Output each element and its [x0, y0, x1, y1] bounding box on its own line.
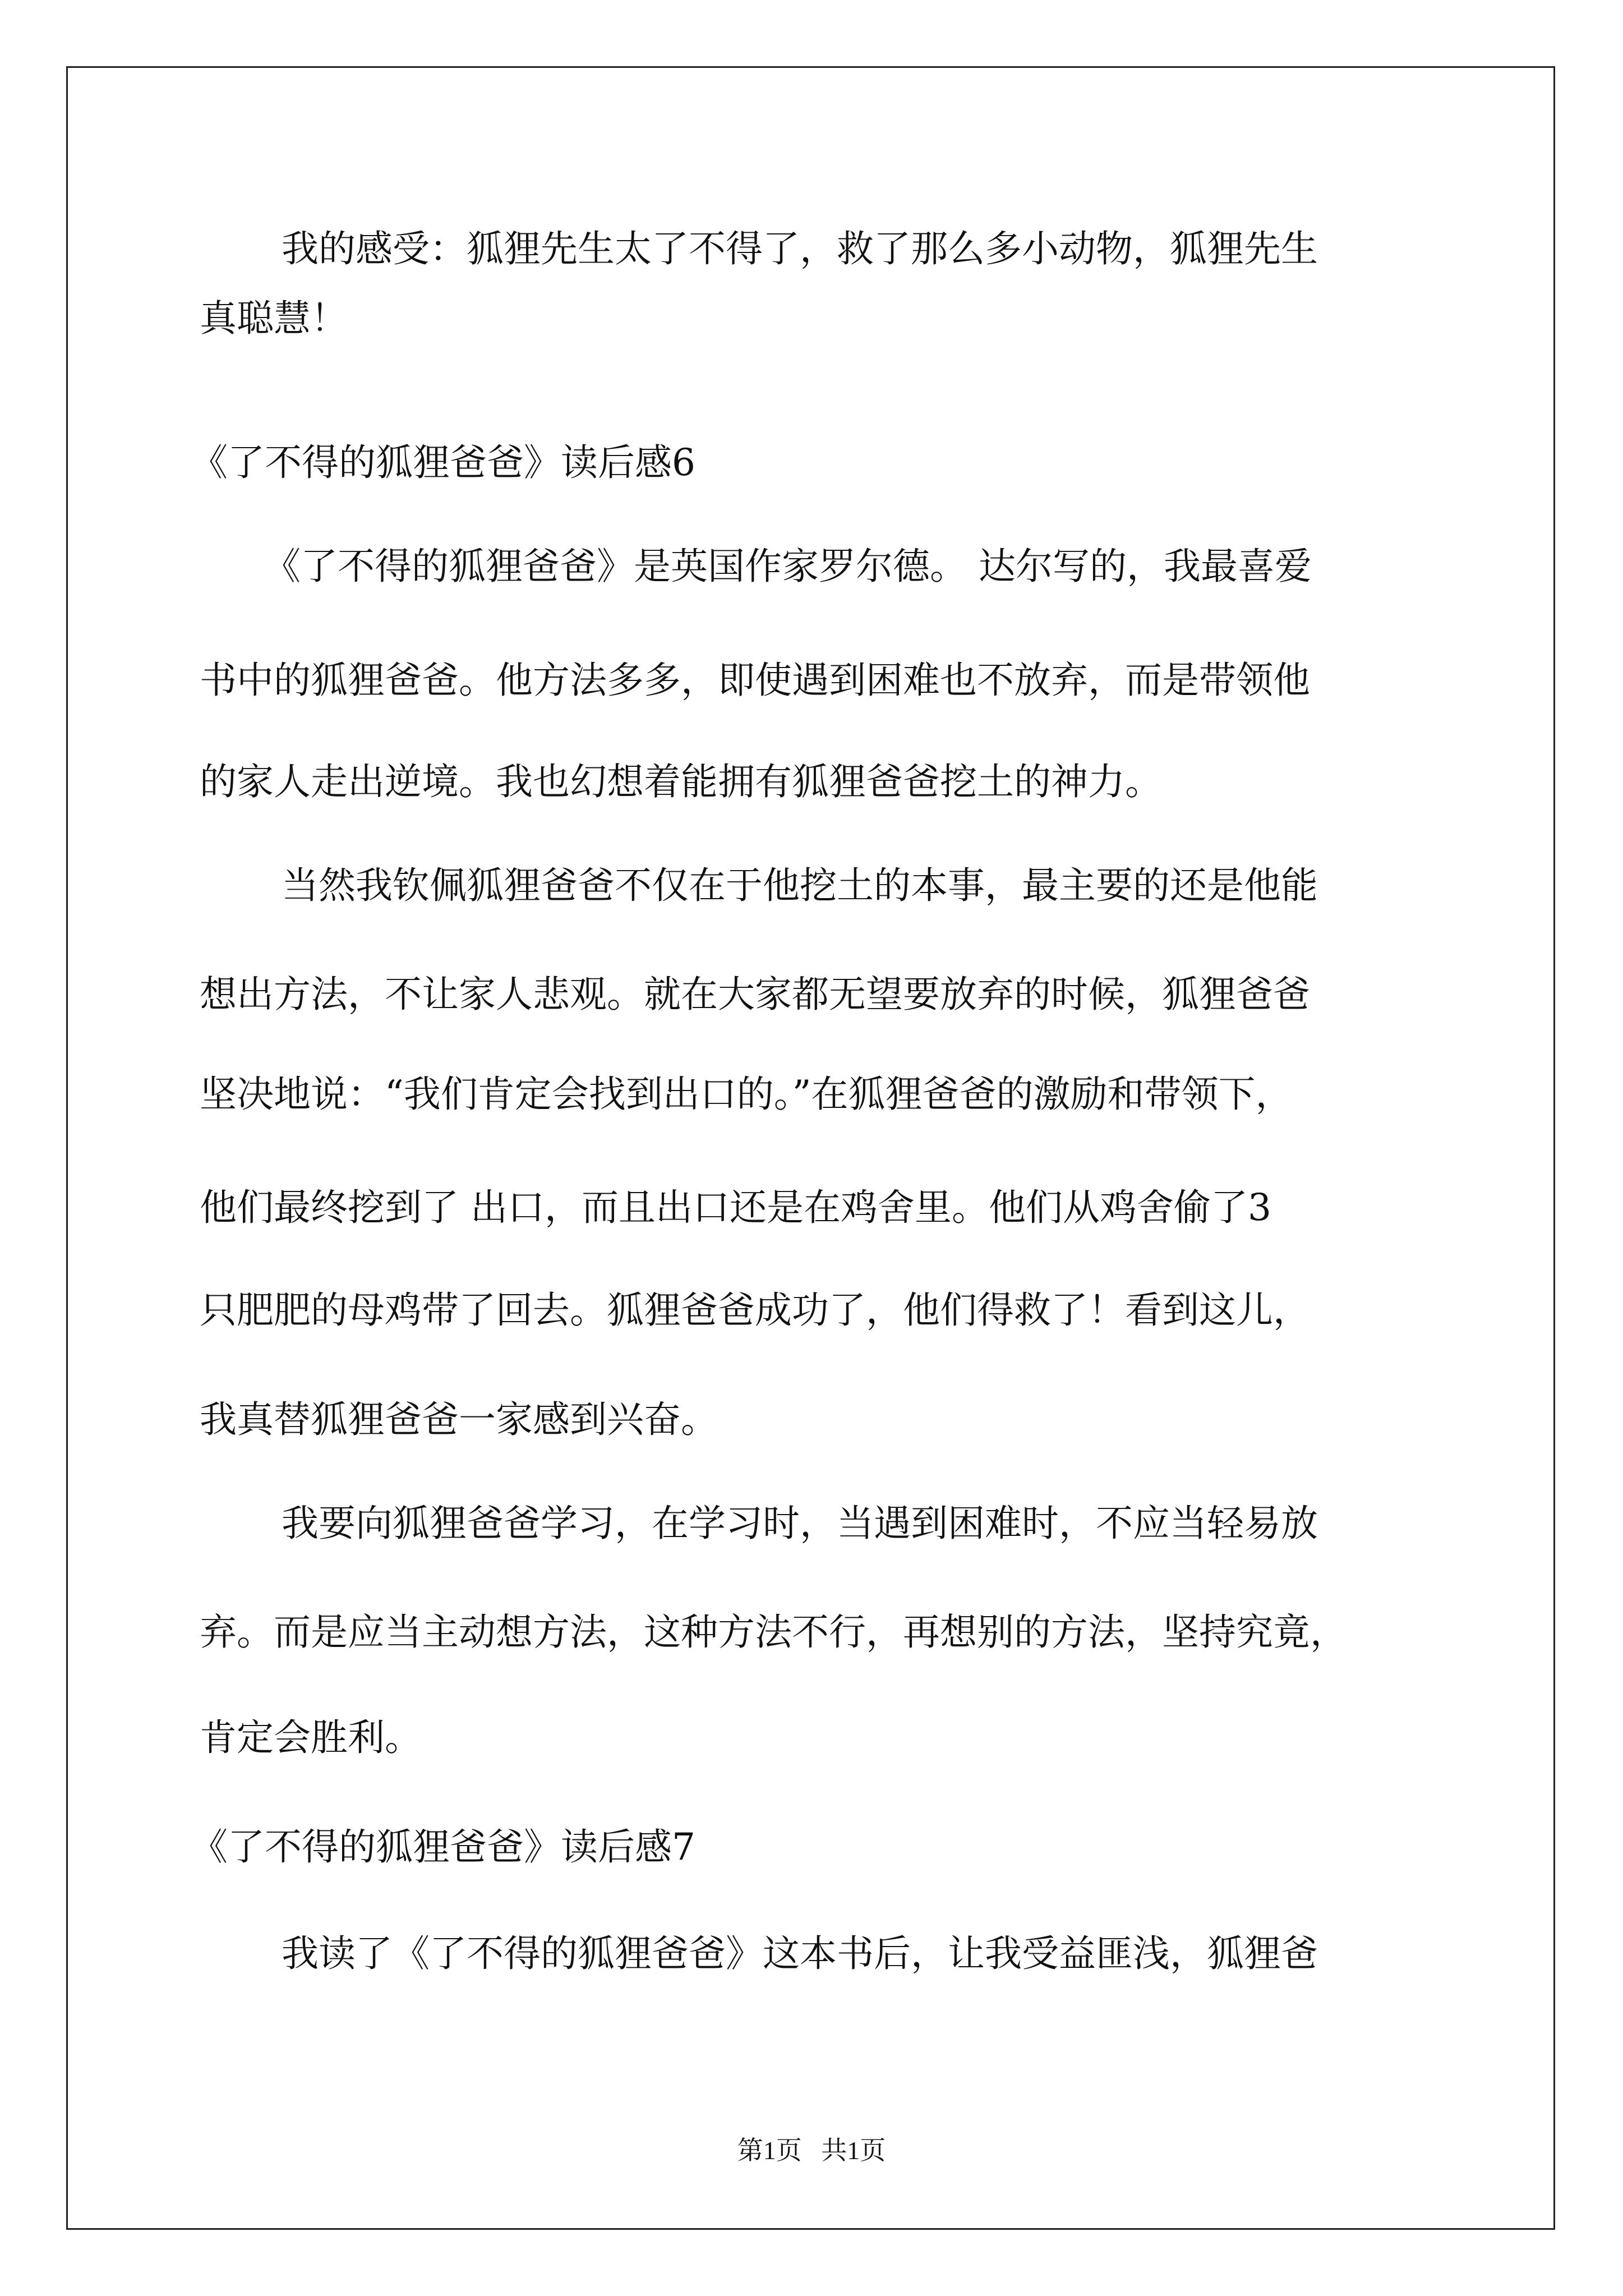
paragraph-line-15: 我读了《了不得的狐狸爸爸》这本书后，让我受益匪浅，狐狸爸 — [282, 1932, 1318, 1975]
paragraph-line-2: 真聪慧！ — [200, 297, 348, 340]
paragraph-line-6: 当然我钦佩狐狸爸爸不仅在于他挖土的本事，最主要的还是他能 — [282, 864, 1318, 907]
paragraph-line-3: 《了不得的狐狸爸爸》是英国作家罗尔德。 达尔写的，我最喜爱 — [264, 545, 1312, 588]
section-heading-7: 《了不得的狐狸爸爸》读后感7 — [191, 1825, 695, 1869]
paragraph-line-11: 我真替狐狸爸爸一家感到兴奋。 — [200, 1398, 718, 1441]
paragraph-line-5: 的家人走出逆境。我也幻想着能拥有狐狸爸爸挖土的神力。 — [200, 760, 1162, 803]
paragraph-line-4: 书中的狐狸爸爸。他方法多多，即使遇到困难也不放弃，而是带领他 — [200, 659, 1310, 702]
paragraph-line-9: 他们最终挖到了 出口，而且出口还是在鸡舍里。他们从鸡舍偷了3 — [200, 1186, 1271, 1229]
paragraph-line-7: 想出方法，不让家人悲观。就在大家都无望要放弃的时候，狐狸爸爸 — [200, 973, 1310, 1016]
section-heading-6: 《了不得的狐狸爸爸》读后感6 — [191, 441, 695, 484]
page-footer: 第1页 共1页 — [737, 2136, 886, 2165]
paragraph-line-1: 我的感受：狐狸先生太了不得了，救了那么多小动物，狐狸先生 — [282, 227, 1318, 270]
paragraph-line-14: 肯定会胜利。 — [200, 1716, 422, 1759]
paragraph-line-12: 我要向狐狸爸爸学习，在学习时，当遇到困难时，不应当轻易放 — [282, 1502, 1318, 1545]
paragraph-line-10: 只肥肥的母鸡带了回去。狐狸爸爸成功了，他们得救了！看到这儿， — [200, 1289, 1310, 1332]
paragraph-line-13: 弃。而是应当主动想方法，这种方法不行，再想别的方法，坚持究竟， — [200, 1611, 1347, 1654]
paragraph-line-8: 坚决地说：“我们肯定会找到出口的。”在狐狸爸爸的激励和带领下， — [200, 1073, 1293, 1116]
page-border — [66, 66, 1555, 2230]
